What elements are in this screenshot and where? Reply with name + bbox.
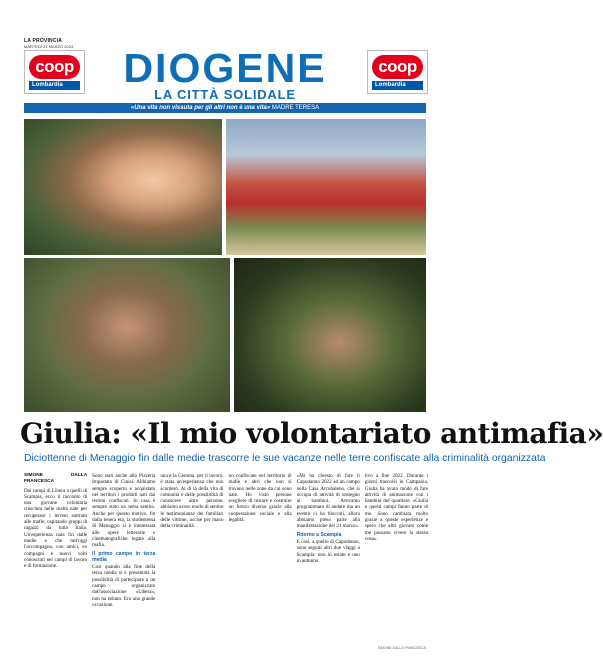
photo-credit: SIMONE DALLA FRANCESCA — [377, 646, 426, 650]
article-paragraph: E così, a quello di Capodanno, sono seguiti altri due viaggi a Scampia: uno in estate e uno in autunno. — [296, 538, 360, 564]
article-column-4 — [229, 473, 292, 645]
coop-logo-region: Lombardia — [29, 81, 80, 90]
coop-logo-mark: coop — [29, 55, 80, 79]
photo-group-volunteers — [226, 119, 426, 255]
article-byline: SIMONE DALLA FRANCESCA — [24, 473, 88, 485]
article-subhead: Il primo campo in terza media — [92, 550, 156, 563]
article-paragraph: Dai campi di Libera a quelli di Scampia, ecco il racconto di una giovane volontaria cresciuta nelle realtà nate per recuperare i terreni sottratti alle mafie, ospitando gruppi di ragazzi da tutta Italia. Un'esperienza nata fin dalle medie e che tutt'oggi l'accompagna, con amici, ex compagni e nuovi volti conosciuti nei campi di lavoro e di formazione. — [24, 487, 88, 570]
masthead-title: DIOGENE — [123, 45, 327, 91]
article-column-2 — [92, 473, 155, 645]
article-column-6 — [365, 473, 428, 645]
coop-logo-mark: coop — [372, 55, 423, 79]
tagline-bar — [24, 103, 426, 113]
tagline-quote: «Una vita non vissuta per gli altri non è una vita» — [130, 105, 271, 111]
coop-logo-right — [367, 50, 428, 94]
publication-name: LA PROVINCIA — [24, 38, 63, 44]
masthead-dateline — [24, 38, 73, 49]
photo-volunteer-with-child — [234, 258, 426, 412]
masthead-subtitle: LA CITTÀ SOLIDALE — [154, 87, 296, 102]
coop-logo-region: Lombardia — [372, 81, 423, 90]
article-headline: Giulia: «Il mio volontariato antimafia» — [20, 417, 603, 450]
article-column-3 — [160, 473, 223, 645]
article-paragraph: una e la Gemma, per il lavoro, è stata un'esperienza che non scorderò. Al di là della vita di comunità e delle possibilità di conoscere altre persone, abbiamo avuto modo di sentire le testimonianze dei familiari delle vittime, uccise per mano della criminalità. — [160, 473, 224, 530]
photo-girl-portrait — [24, 119, 222, 255]
article-paragraph: «Mi ha chiesto di fare il Capodanno 2022 ad un campo nella Casa Arcobaleno, che si occupa di attività di sostegno ai bambini. Avevamo programmato di andare ma un evento ci ha bloccati, allora abbiamo preso parte alla manifestazione del 21 marzo». — [296, 473, 360, 530]
article-paragraph: no confiscate nel territorio di mafie e altri che non si trovano nelle zone da cui sono nate. Ho visto persone scegliere di restare e costruire un futuro diverso grazie alla cooperazione sociale e alla legalità. — [228, 473, 292, 524]
photo-child-outdoors — [24, 258, 230, 412]
publication-date: MARTEDÌ 21 MARZO 2023 — [24, 44, 74, 49]
article-paragraph: Sono stati anche alla Pizzeria Impastato di Cinisi. Abbiamo sempre scoperto e acquistato nei territori i prodotti nati dai terreni confiscati. In casa è sempre stato un tema sentito. Anche per questo motivo, fin dalla tenera età, la studentessa di Menaggio si è interessata alle opere letterarie e cinematografiche legate alla mafia. — [92, 473, 156, 549]
article-subhead: Ritorno a Scampia — [296, 531, 342, 538]
article-paragraph: Così quando alla fine della terza media si è presentata la possibilità di partecipare a un campo organizzato dall'associazione «Libera», non ha esitato. Era una grande occasione. — [92, 564, 156, 608]
article-paragraph: tivo a fine 2022. Durante i giorni trascorsi in Campania, Giulia ha avuto modo di fare attività di animazione con i bambini del quartiere. «Giulia e questi campi fanno parte di me. Sono cambiata molto grazie a queste esperienze e spero che altri giovani come me possano vivere la stessa cosa». — [364, 473, 429, 542]
article-body — [24, 473, 428, 645]
article-column-5 — [297, 473, 360, 645]
article-standfirst: Diciottenne di Menaggio fin dalle medie trascorre le sue vacanze nelle terre confiscate alla criminalità organizzata — [24, 453, 546, 464]
article-column-1 — [24, 473, 87, 645]
coop-logo-left — [24, 50, 85, 94]
tagline-author: MADRE TERESA — [271, 105, 320, 111]
